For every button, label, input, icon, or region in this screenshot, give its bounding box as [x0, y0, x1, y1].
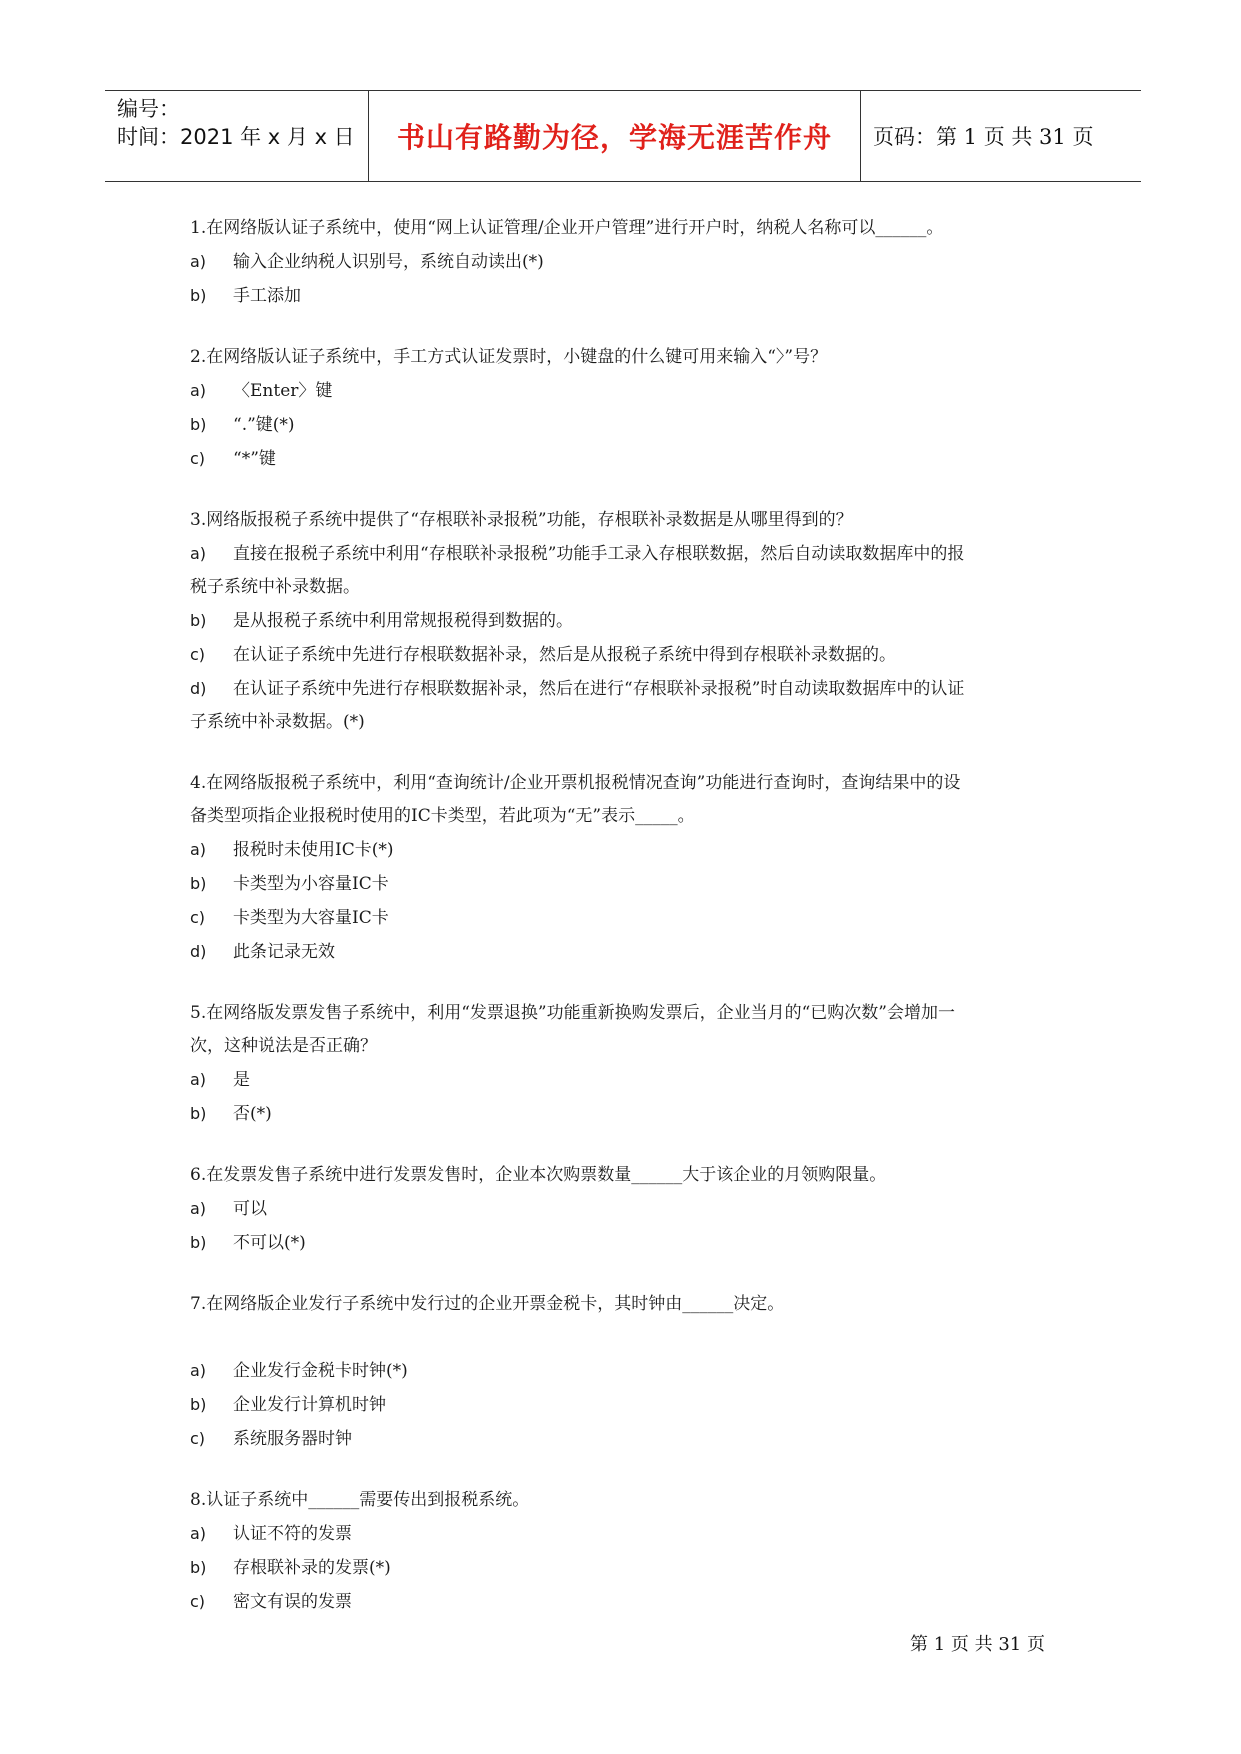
- option-letter: c): [190, 1429, 206, 1448]
- answer-option: [190, 1063, 1070, 1097]
- header-number-label: 编号：: [117, 97, 180, 121]
- option-text: 系统服务器时钟: [233, 1429, 352, 1449]
- question-6: [190, 1159, 1070, 1260]
- answer-option: [190, 1226, 1070, 1260]
- question-5: [190, 997, 1070, 1131]
- option-text: “.”键(*): [233, 415, 295, 435]
- header-motto: 书山有路勤为径，学海无涯苦作舟: [396, 121, 832, 154]
- question-7: [190, 1288, 1070, 1456]
- answer-option: [190, 833, 1070, 867]
- option-letter: b): [190, 1395, 207, 1414]
- answer-option: [190, 1097, 1070, 1131]
- option-letter: b): [190, 415, 207, 434]
- option-letter: b): [190, 611, 207, 630]
- question-text: 5.在网络版发票发售子系统中，利用“发票退换”功能重新换购发票后，企业当月的“已购次数”会增加一: [190, 1003, 955, 1023]
- option-text: 手工添加: [233, 286, 301, 306]
- answer-option: [190, 1388, 1070, 1422]
- option-text: 报税时未使用IC卡(*): [233, 840, 394, 860]
- answer-option: [190, 1354, 1070, 1388]
- page-header: [105, 90, 1141, 182]
- header-meta: [117, 95, 355, 151]
- answer-option: [190, 1192, 1070, 1226]
- answer-option: [190, 245, 1070, 279]
- option-letter: a): [190, 1070, 207, 1089]
- question-text: 4.在网络版报税子系统中，利用“查询统计/企业开票机报税情况查询”功能进行查询时，查询结果中的设: [190, 773, 961, 793]
- answer-option: [190, 537, 1070, 571]
- question-text-continued: 备类型项指企业报税时使用的IC卡类型，若此项为“无”表示_____。: [190, 806, 695, 826]
- option-letter: a): [190, 544, 207, 563]
- option-text: 是从报税子系统中利用常规报税得到数据的。: [233, 611, 573, 631]
- option-letter: a): [190, 840, 207, 859]
- answer-option: [190, 374, 1070, 408]
- question-1: [190, 212, 1070, 313]
- option-letter: a): [190, 1524, 207, 1543]
- option-letter: a): [190, 381, 207, 400]
- option-text-continued: 税子系统中补录数据。: [190, 577, 360, 597]
- option-letter: d): [190, 679, 207, 698]
- option-text: 认证不符的发票: [233, 1524, 352, 1544]
- header-page-label: 页码：第 1 页 共 31 页: [873, 125, 1094, 149]
- option-letter: a): [190, 1361, 207, 1380]
- option-text: 在认证子系统中先进行存根联数据补录，然后是从报税子系统中得到存根联补录数据的。: [233, 645, 896, 665]
- header-divider-right: [860, 91, 861, 181]
- option-letter: a): [190, 1199, 207, 1218]
- option-text: 存根联补录的发票(*): [233, 1558, 391, 1578]
- option-text: 是: [233, 1070, 250, 1090]
- answer-option: [190, 901, 1070, 935]
- option-letter: b): [190, 1558, 207, 1577]
- answer-option: [190, 604, 1070, 638]
- option-letter: b): [190, 874, 207, 893]
- option-text: 企业发行计算机时钟: [233, 1395, 386, 1415]
- option-letter: b): [190, 1104, 207, 1123]
- option-letter: d): [190, 942, 207, 961]
- option-text: 卡类型为大容量IC卡: [233, 908, 389, 928]
- answer-option: [190, 442, 1070, 476]
- option-text: 输入企业纳税人识别号，系统自动读出(*): [233, 252, 544, 272]
- option-text: 否(*): [233, 1104, 272, 1124]
- option-letter: c): [190, 908, 206, 927]
- page-footer: 第 1 页 共 31 页: [910, 1634, 1045, 1655]
- question-text: 3.网络版报税子系统中提供了“存根联补录报税”功能，存根联补录数据是从哪里得到的？: [190, 510, 853, 530]
- answer-option: [190, 1585, 1070, 1619]
- option-text: 企业发行金税卡时钟(*): [233, 1361, 408, 1381]
- question-text: 8.认证子系统中______需要传出到报税系统。: [190, 1490, 530, 1510]
- answer-option: [190, 408, 1070, 442]
- option-text: 在认证子系统中先进行存根联数据补录，然后在进行“存根联补录报税”时自动读取数据库中的认证: [233, 679, 965, 699]
- option-letter: b): [190, 1233, 207, 1252]
- header-time-label: 时间：2021 年 x 月 x 日: [117, 125, 355, 149]
- question-text: 7.在网络版企业发行子系统中发行过的企业开票金税卡，其时钟由______决定。: [190, 1294, 785, 1314]
- question-4: [190, 767, 1070, 969]
- answer-option: [190, 279, 1070, 313]
- question-3: [190, 504, 1070, 739]
- question-text-continued: 次，这种说法是否正确？: [190, 1036, 377, 1056]
- option-text: 卡类型为小容量IC卡: [233, 874, 389, 894]
- option-text: 密文有误的发票: [233, 1592, 352, 1612]
- question-list: [190, 212, 1070, 1647]
- answer-option: [190, 1551, 1070, 1585]
- option-text: 〈Enter〉键: [233, 381, 333, 401]
- option-text: 此条记录无效: [233, 942, 335, 962]
- option-letter: b): [190, 286, 207, 305]
- option-letter: c): [190, 449, 206, 468]
- option-letter: c): [190, 645, 206, 664]
- option-text: 不可以(*): [233, 1233, 306, 1253]
- answer-option: [190, 672, 1070, 706]
- spacer: [190, 1321, 1070, 1354]
- option-letter: a): [190, 252, 207, 271]
- question-text: 2.在网络版认证子系统中，手工方式认证发票时，小键盘的什么键可用来输入“〉”号？: [190, 347, 828, 367]
- answer-option: [190, 638, 1070, 672]
- answer-option: [190, 867, 1070, 901]
- question-8: [190, 1484, 1070, 1619]
- option-text: “*”键: [233, 449, 276, 469]
- question-2: [190, 341, 1070, 476]
- option-text-continued: 子系统中补录数据。(*): [190, 712, 365, 732]
- option-letter: c): [190, 1592, 206, 1611]
- option-text: 可以: [233, 1199, 267, 1219]
- question-text: 1.在网络版认证子系统中，使用“网上认证管理/企业开户管理”进行开户时，纳税人名称可以______。: [190, 218, 944, 238]
- answer-option: [190, 935, 1070, 969]
- answer-option: [190, 1517, 1070, 1551]
- question-text: 6.在发票发售子系统中进行发票发售时，企业本次购票数量______大于该企业的月领购限量。: [190, 1165, 887, 1185]
- option-text: 直接在报税子系统中利用“存根联补录报税”功能手工录入存根联数据，然后自动读取数据库中的报: [233, 544, 965, 564]
- answer-option: [190, 1422, 1070, 1456]
